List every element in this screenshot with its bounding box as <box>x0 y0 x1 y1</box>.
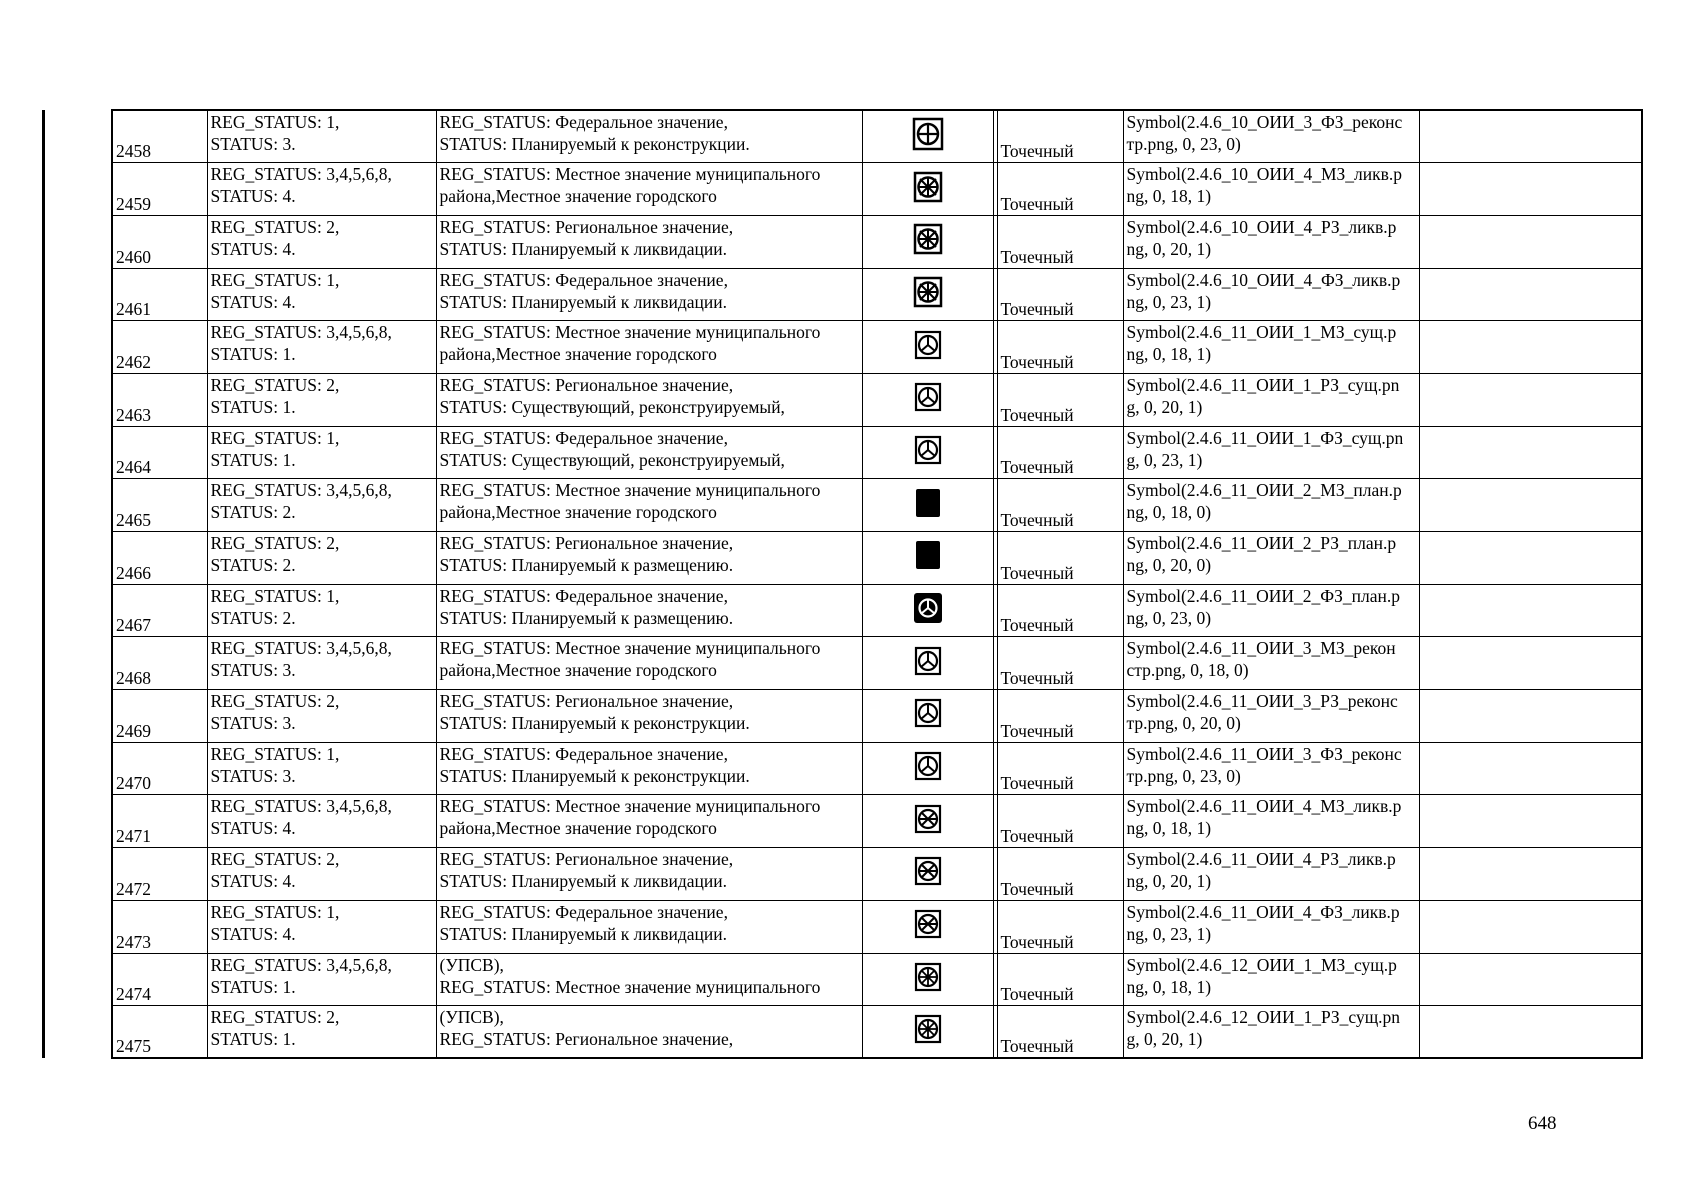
reg-status-cell <box>207 690 436 743</box>
geometry-type-cell: Точечный <box>997 426 1123 479</box>
description-cell-line: STATUS: Существующий, реконструируемый, <box>439 396 785 417</box>
description-cell-line: STATUS: Планируемый к ликвидации. <box>439 291 728 312</box>
symbol-preview-cell <box>862 953 993 1006</box>
wheel-circle-icon <box>910 1011 946 1047</box>
reg-status-cell-line: STATUS: 1. <box>210 396 296 417</box>
empty-cell <box>1419 268 1642 321</box>
peace-circle-icon <box>910 327 946 363</box>
geometry-type-cell: Точечный <box>997 1006 1123 1059</box>
description-cell-line: REG_STATUS: Федеральное значение, <box>439 901 728 922</box>
reg-status-cell <box>207 426 436 479</box>
circle-cross-crossed-icon <box>910 274 946 310</box>
empty-cell <box>1419 637 1642 690</box>
description-cell-line: STATUS: Планируемый к ликвидации. <box>439 871 728 892</box>
symbol-expression-cell-line: Symbol(2.4.6_11_ОИИ_3_РЗ_реконс <box>1126 691 1398 712</box>
symbol-preview-cell <box>862 479 993 532</box>
reg-status-cell-line: REG_STATUS: 2, <box>210 1007 340 1028</box>
empty-cell <box>1419 163 1642 216</box>
description-cell-line: REG_STATUS: Региональное значение, <box>439 849 734 870</box>
reg-status-cell-line: STATUS: 1. <box>210 1029 296 1050</box>
description-cell-line: STATUS: Планируемый к ликвидации. <box>439 923 728 944</box>
table-row <box>112 426 1642 479</box>
row-id-cell: 2472 <box>112 848 207 901</box>
symbol-expression-cell-line: Symbol(2.4.6_11_ОИИ_3_МЗ_рекон <box>1126 638 1396 659</box>
description-cell-line: REG_STATUS: Региональное значение, <box>439 374 734 395</box>
symbol-expression-cell <box>1123 1006 1419 1059</box>
geometry-type-cell: Точечный <box>997 268 1123 321</box>
reg-status-cell-line: STATUS: 4. <box>210 186 296 207</box>
reg-status-cell-line: REG_STATUS: 3,4,5,6,8, <box>210 796 392 817</box>
description-cell-line: REG_STATUS: Местное значение муниципального <box>439 976 821 997</box>
symbol-expression-cell-line: Symbol(2.4.6_12_ОИИ_1_РЗ_сущ.pn <box>1126 1007 1401 1028</box>
reg-status-cell <box>207 1006 436 1059</box>
symbol-expression-cell <box>1123 110 1419 163</box>
description-cell-line: REG_STATUS: Региональное значение, <box>439 691 734 712</box>
reg-status-cell <box>207 532 436 585</box>
row-id-cell: 2473 <box>112 900 207 953</box>
table-row <box>112 479 1642 532</box>
geometry-type-cell: Точечный <box>997 215 1123 268</box>
empty-cell <box>1419 795 1642 848</box>
reg-status-cell-line: STATUS: 4. <box>210 923 296 944</box>
empty-cell <box>1419 584 1642 637</box>
geometry-type-cell: Точечный <box>997 321 1123 374</box>
geometry-type-cell: Точечный <box>997 742 1123 795</box>
peace-crossed-icon <box>910 853 946 889</box>
symbol-expression-cell <box>1123 321 1419 374</box>
reg-status-cell-line: REG_STATUS: 1, <box>210 427 340 448</box>
symbol-registry-table <box>111 109 1643 1059</box>
symbol-preview-cell <box>862 584 993 637</box>
peace-circle-icon <box>910 695 946 731</box>
margin-rule <box>42 110 45 1058</box>
symbol-preview-cell <box>862 532 993 585</box>
reg-status-cell <box>207 900 436 953</box>
reg-status-cell-line: REG_STATUS: 2, <box>210 691 340 712</box>
reg-status-cell <box>207 110 436 163</box>
solid-square-icon <box>910 537 946 573</box>
symbol-expression-cell-line: ng, 0, 20, 1) <box>1126 871 1212 892</box>
row-id-cell: 2468 <box>112 637 207 690</box>
description-cell-line: STATUS: Планируемый к размещению. <box>439 607 734 628</box>
row-id-cell: 2470 <box>112 742 207 795</box>
geometry-type-cell: Точечный <box>997 373 1123 426</box>
table-row <box>112 163 1642 216</box>
reg-status-cell-line: REG_STATUS: 2, <box>210 374 340 395</box>
geometry-type-cell: Точечный <box>997 110 1123 163</box>
peace-circle-icon <box>910 379 946 415</box>
description-cell-line: района,Местное значение городского <box>439 502 717 523</box>
symbol-expression-cell-line: Symbol(2.4.6_12_ОИИ_1_МЗ_сущ.p <box>1126 954 1397 975</box>
symbol-expression-cell <box>1123 848 1419 901</box>
symbol-expression-cell-line: Symbol(2.4.6_11_ОИИ_1_МЗ_сущ.p <box>1126 322 1397 343</box>
symbol-expression-cell <box>1123 268 1419 321</box>
reg-status-cell-line: STATUS: 1. <box>210 449 296 470</box>
description-cell <box>436 1006 862 1059</box>
reg-status-cell <box>207 742 436 795</box>
description-cell-line: STATUS: Планируемый к ликвидации. <box>439 238 728 259</box>
symbol-preview-cell <box>862 637 993 690</box>
description-cell-line: REG_STATUS: Федеральное значение, <box>439 585 728 606</box>
description-cell-line: (УПСВ), <box>439 1007 504 1028</box>
symbol-preview-cell <box>862 795 993 848</box>
symbol-expression-cell-line: Symbol(2.4.6_11_ОИИ_4_МЗ_ликв.p <box>1126 796 1402 817</box>
description-cell <box>436 110 862 163</box>
table-row <box>112 953 1642 1006</box>
symbol-expression-cell-line: Symbol(2.4.6_11_ОИИ_4_ФЗ_ликв.p <box>1126 901 1400 922</box>
page-number: 648 <box>1528 1113 1557 1134</box>
symbol-expression-cell-line: ng, 0, 23, 1) <box>1126 923 1212 944</box>
table-body <box>112 110 1642 1058</box>
description-cell <box>436 268 862 321</box>
symbol-expression-cell <box>1123 479 1419 532</box>
reg-status-cell-line: STATUS: 3. <box>210 713 296 734</box>
description-cell-line: REG_STATUS: Региональное значение, <box>439 1029 734 1050</box>
description-cell-line: REG_STATUS: Федеральное значение, <box>439 427 728 448</box>
reg-status-cell-line: REG_STATUS: 1, <box>210 901 340 922</box>
symbol-expression-cell-line: ng, 0, 18, 1) <box>1126 818 1212 839</box>
symbol-expression-cell-line: тр.png, 0, 23, 0) <box>1126 765 1241 786</box>
symbol-expression-cell <box>1123 795 1419 848</box>
geometry-type-cell: Точечный <box>997 637 1123 690</box>
symbol-expression-cell-line: g, 0, 23, 1) <box>1126 449 1203 470</box>
row-id-cell: 2471 <box>112 795 207 848</box>
table-row <box>112 584 1642 637</box>
reg-status-cell <box>207 373 436 426</box>
symbol-expression-cell <box>1123 900 1419 953</box>
reg-status-cell-line: REG_STATUS: 1, <box>210 585 340 606</box>
geometry-type-cell: Точечный <box>997 953 1123 1006</box>
geometry-type-cell: Точечный <box>997 584 1123 637</box>
symbol-expression-cell-line: Symbol(2.4.6_11_ОИИ_1_РЗ_сущ.pn <box>1126 374 1400 395</box>
empty-cell <box>1419 215 1642 268</box>
row-id-cell: 2460 <box>112 215 207 268</box>
symbol-expression-cell-line: ng, 0, 23, 0) <box>1126 607 1212 628</box>
reg-status-cell-line: REG_STATUS: 2, <box>210 533 340 553</box>
symbol-preview-cell <box>862 110 993 163</box>
symbol-expression-cell <box>1123 637 1419 690</box>
description-cell-line: STATUS: Планируемый к реконструкции. <box>439 134 750 154</box>
geometry-type-cell: Точечный <box>997 532 1123 585</box>
table-row <box>112 321 1642 374</box>
description-cell-line: STATUS: Планируемый к размещению. <box>439 555 734 575</box>
symbol-preview-cell <box>862 163 993 216</box>
table-row <box>112 110 1642 163</box>
row-id-cell: 2459 <box>112 163 207 216</box>
symbol-expression-cell-line: Symbol(2.4.6_11_ОИИ_2_МЗ_план.p <box>1126 480 1402 501</box>
symbol-expression-cell-line: ng, 0, 20, 1) <box>1126 238 1212 259</box>
solid-square-icon <box>910 485 946 521</box>
symbol-expression-cell <box>1123 426 1419 479</box>
description-cell <box>436 373 862 426</box>
reg-status-cell-line: STATUS: 1. <box>210 344 296 365</box>
table-row <box>112 795 1642 848</box>
geometry-type-cell: Точечный <box>997 900 1123 953</box>
symbol-expression-cell-line: ng, 0, 18, 1) <box>1126 344 1212 365</box>
peace-solid-icon <box>910 590 946 626</box>
symbol-expression-cell <box>1123 163 1419 216</box>
reg-status-cell <box>207 953 436 1006</box>
wheel-circle-icon <box>910 959 946 995</box>
table-row <box>112 215 1642 268</box>
symbol-expression-cell-line: Symbol(2.4.6_10_ОИИ_3_ФЗ_реконс <box>1126 112 1403 132</box>
reg-status-cell <box>207 479 436 532</box>
reg-status-cell-line: REG_STATUS: 3,4,5,6,8, <box>210 954 392 975</box>
table-row <box>112 532 1642 585</box>
symbol-expression-cell <box>1123 690 1419 743</box>
description-cell <box>436 795 862 848</box>
symbol-preview-cell <box>862 215 993 268</box>
geometry-type-cell: Точечный <box>997 163 1123 216</box>
empty-cell <box>1419 479 1642 532</box>
description-cell <box>436 690 862 743</box>
reg-status-cell-line: REG_STATUS: 3,4,5,6,8, <box>210 638 392 659</box>
description-cell-line: STATUS: Планируемый к реконструкции. <box>439 713 750 734</box>
table-row <box>112 637 1642 690</box>
description-cell <box>436 426 862 479</box>
description-cell-line: района,Местное значение городского <box>439 818 717 839</box>
description-cell <box>436 637 862 690</box>
symbol-preview-cell <box>862 268 993 321</box>
reg-status-cell-line: REG_STATUS: 3,4,5,6,8, <box>210 480 392 501</box>
geometry-type-cell: Точечный <box>997 848 1123 901</box>
description-cell-line: REG_STATUS: Федеральное значение, <box>439 112 728 132</box>
row-id-cell: 2463 <box>112 373 207 426</box>
row-id-cell: 2458 <box>112 110 207 163</box>
row-id-cell: 2467 <box>112 584 207 637</box>
symbol-expression-cell-line: Symbol(2.4.6_11_ОИИ_2_РЗ_план.p <box>1126 533 1397 553</box>
symbol-preview-cell <box>862 690 993 743</box>
symbol-expression-cell-line: стр.png, 0, 18, 0) <box>1126 660 1249 681</box>
row-id-cell: 2462 <box>112 321 207 374</box>
description-cell-line: STATUS: Планируемый к реконструкции. <box>439 765 750 786</box>
description-cell <box>436 215 862 268</box>
symbol-preview-cell <box>862 426 993 479</box>
empty-cell <box>1419 110 1642 163</box>
description-cell-line: района,Местное значение городского <box>439 186 717 207</box>
description-cell <box>436 953 862 1006</box>
geometry-type-cell: Точечный <box>997 795 1123 848</box>
reg-status-cell-line: STATUS: 3. <box>210 765 296 786</box>
reg-status-cell <box>207 215 436 268</box>
empty-cell <box>1419 321 1642 374</box>
symbol-expression-cell-line: Symbol(2.4.6_11_ОИИ_1_ФЗ_сущ.pn <box>1126 427 1404 448</box>
description-cell-line: REG_STATUS: Региональное значение, <box>439 216 734 237</box>
peace-crossed-icon <box>910 801 946 837</box>
empty-cell <box>1419 532 1642 585</box>
reg-status-cell <box>207 163 436 216</box>
description-cell-line: REG_STATUS: Региональное значение, <box>439 533 734 553</box>
description-cell-line: REG_STATUS: Местное значение муниципального <box>439 480 821 501</box>
table-row <box>112 268 1642 321</box>
row-id-cell: 2466 <box>112 532 207 585</box>
reg-status-cell-line: STATUS: 1. <box>210 976 296 997</box>
reg-status-cell <box>207 584 436 637</box>
reg-status-cell-line: REG_STATUS: 3,4,5,6,8, <box>210 164 392 185</box>
row-id-cell: 2461 <box>112 268 207 321</box>
reg-status-cell-line: STATUS: 2. <box>210 607 296 628</box>
peace-crossed-icon <box>910 906 946 942</box>
row-id-cell: 2474 <box>112 953 207 1006</box>
empty-cell <box>1419 1006 1642 1059</box>
reg-status-cell <box>207 268 436 321</box>
description-cell <box>436 848 862 901</box>
circle-cross-crossed-icon <box>910 221 946 257</box>
description-cell <box>436 584 862 637</box>
symbol-expression-cell-line: ng, 0, 18, 0) <box>1126 502 1212 523</box>
reg-status-cell-line: REG_STATUS: 2, <box>210 216 340 237</box>
symbol-expression-cell-line: Symbol(2.4.6_10_ОИИ_4_МЗ_ликв.p <box>1126 164 1403 185</box>
description-cell <box>436 163 862 216</box>
description-cell-line: REG_STATUS: Федеральное значение, <box>439 743 728 764</box>
symbol-expression-cell-line: ng, 0, 23, 1) <box>1126 291 1212 312</box>
empty-cell <box>1419 953 1642 1006</box>
reg-status-cell <box>207 795 436 848</box>
empty-cell <box>1419 742 1642 795</box>
symbol-expression-cell-line: g, 0, 20, 1) <box>1126 396 1203 417</box>
symbol-preview-cell <box>862 900 993 953</box>
description-cell-line: REG_STATUS: Местное значение муниципального <box>439 322 821 343</box>
table-row <box>112 742 1642 795</box>
peace-circle-icon <box>910 643 946 679</box>
reg-status-cell-line: STATUS: 4. <box>210 871 296 892</box>
row-id-cell: 2464 <box>112 426 207 479</box>
symbol-expression-cell-line: Symbol(2.4.6_11_ОИИ_3_ФЗ_реконс <box>1126 743 1402 764</box>
reg-status-cell-line: STATUS: 2. <box>210 555 296 575</box>
table-row <box>112 848 1642 901</box>
symbol-expression-cell <box>1123 532 1419 585</box>
description-cell-line: REG_STATUS: Местное значение муниципального <box>439 638 821 659</box>
empty-cell <box>1419 848 1642 901</box>
symbol-preview-cell <box>862 1006 993 1059</box>
description-cell-line: района,Местное значение городского <box>439 660 717 681</box>
symbol-expression-cell-line: ng, 0, 18, 1) <box>1126 186 1212 207</box>
description-cell <box>436 742 862 795</box>
description-cell-line: района,Местное значение городского <box>439 344 717 365</box>
symbol-expression-cell-line: тр.png, 0, 23, 0) <box>1126 134 1241 154</box>
description-cell-line: REG_STATUS: Местное значение муниципального <box>439 164 821 185</box>
circle-cross-crossed-icon <box>910 169 946 205</box>
description-cell-line: REG_STATUS: Местное значение муниципального <box>439 796 821 817</box>
reg-status-cell-line: STATUS: 3. <box>210 134 296 154</box>
symbol-expression-cell <box>1123 215 1419 268</box>
description-cell-line: STATUS: Существующий, реконструируемый, <box>439 449 785 470</box>
peace-circle-icon <box>910 432 946 468</box>
symbol-expression-cell-line: тр.png, 0, 20, 0) <box>1126 713 1241 734</box>
peace-circle-icon <box>910 748 946 784</box>
symbol-expression-cell-line: ng, 0, 18, 1) <box>1126 976 1212 997</box>
description-cell <box>436 532 862 585</box>
description-cell <box>436 479 862 532</box>
table-row <box>112 373 1642 426</box>
reg-status-cell <box>207 637 436 690</box>
row-id-cell: 2465 <box>112 479 207 532</box>
reg-status-cell-line: STATUS: 4. <box>210 291 296 312</box>
symbol-preview-cell <box>862 321 993 374</box>
reg-status-cell-line: STATUS: 2. <box>210 502 296 523</box>
reg-status-cell-line: REG_STATUS: 1, <box>210 112 340 132</box>
symbol-preview-cell <box>862 742 993 795</box>
empty-cell <box>1419 426 1642 479</box>
symbol-preview-cell <box>862 373 993 426</box>
row-id-cell: 2475 <box>112 1006 207 1059</box>
row-id-cell: 2469 <box>112 690 207 743</box>
reg-status-cell-line: STATUS: 4. <box>210 238 296 259</box>
description-cell <box>436 321 862 374</box>
circle-cross-square-icon <box>910 116 946 152</box>
symbol-preview-cell <box>862 848 993 901</box>
symbol-expression-cell <box>1123 373 1419 426</box>
empty-cell <box>1419 690 1642 743</box>
symbol-expression-cell <box>1123 584 1419 637</box>
reg-status-cell-line: STATUS: 3. <box>210 660 296 681</box>
symbol-expression-cell-line: ng, 0, 20, 0) <box>1126 555 1212 575</box>
reg-status-cell <box>207 321 436 374</box>
geometry-type-cell: Точечный <box>997 690 1123 743</box>
symbol-expression-cell-line: g, 0, 20, 1) <box>1126 1029 1203 1050</box>
reg-status-cell-line: REG_STATUS: 1, <box>210 269 340 290</box>
symbol-expression-cell-line: Symbol(2.4.6_10_ОИИ_4_ФЗ_ликв.p <box>1126 269 1401 290</box>
reg-status-cell <box>207 848 436 901</box>
symbol-expression-cell <box>1123 953 1419 1006</box>
description-cell-line: (УПСВ), <box>439 954 504 975</box>
table-row <box>112 690 1642 743</box>
symbol-expression-cell-line: Symbol(2.4.6_11_ОИИ_2_ФЗ_план.p <box>1126 585 1400 606</box>
reg-status-cell-line: REG_STATUS: 1, <box>210 743 340 764</box>
symbol-expression-cell-line: Symbol(2.4.6_10_ОИИ_4_РЗ_ликв.p <box>1126 216 1397 237</box>
symbol-expression-cell <box>1123 742 1419 795</box>
description-cell <box>436 900 862 953</box>
empty-cell <box>1419 373 1642 426</box>
reg-status-cell-line: STATUS: 4. <box>210 818 296 839</box>
table-row <box>112 900 1642 953</box>
reg-status-cell-line: REG_STATUS: 2, <box>210 849 340 870</box>
symbol-expression-cell-line: Symbol(2.4.6_11_ОИИ_4_РЗ_ликв.p <box>1126 849 1396 870</box>
table-row <box>112 1006 1642 1059</box>
empty-cell <box>1419 900 1642 953</box>
description-cell-line: REG_STATUS: Федеральное значение, <box>439 269 728 290</box>
geometry-type-cell: Точечный <box>997 479 1123 532</box>
reg-status-cell-line: REG_STATUS: 3,4,5,6,8, <box>210 322 392 343</box>
